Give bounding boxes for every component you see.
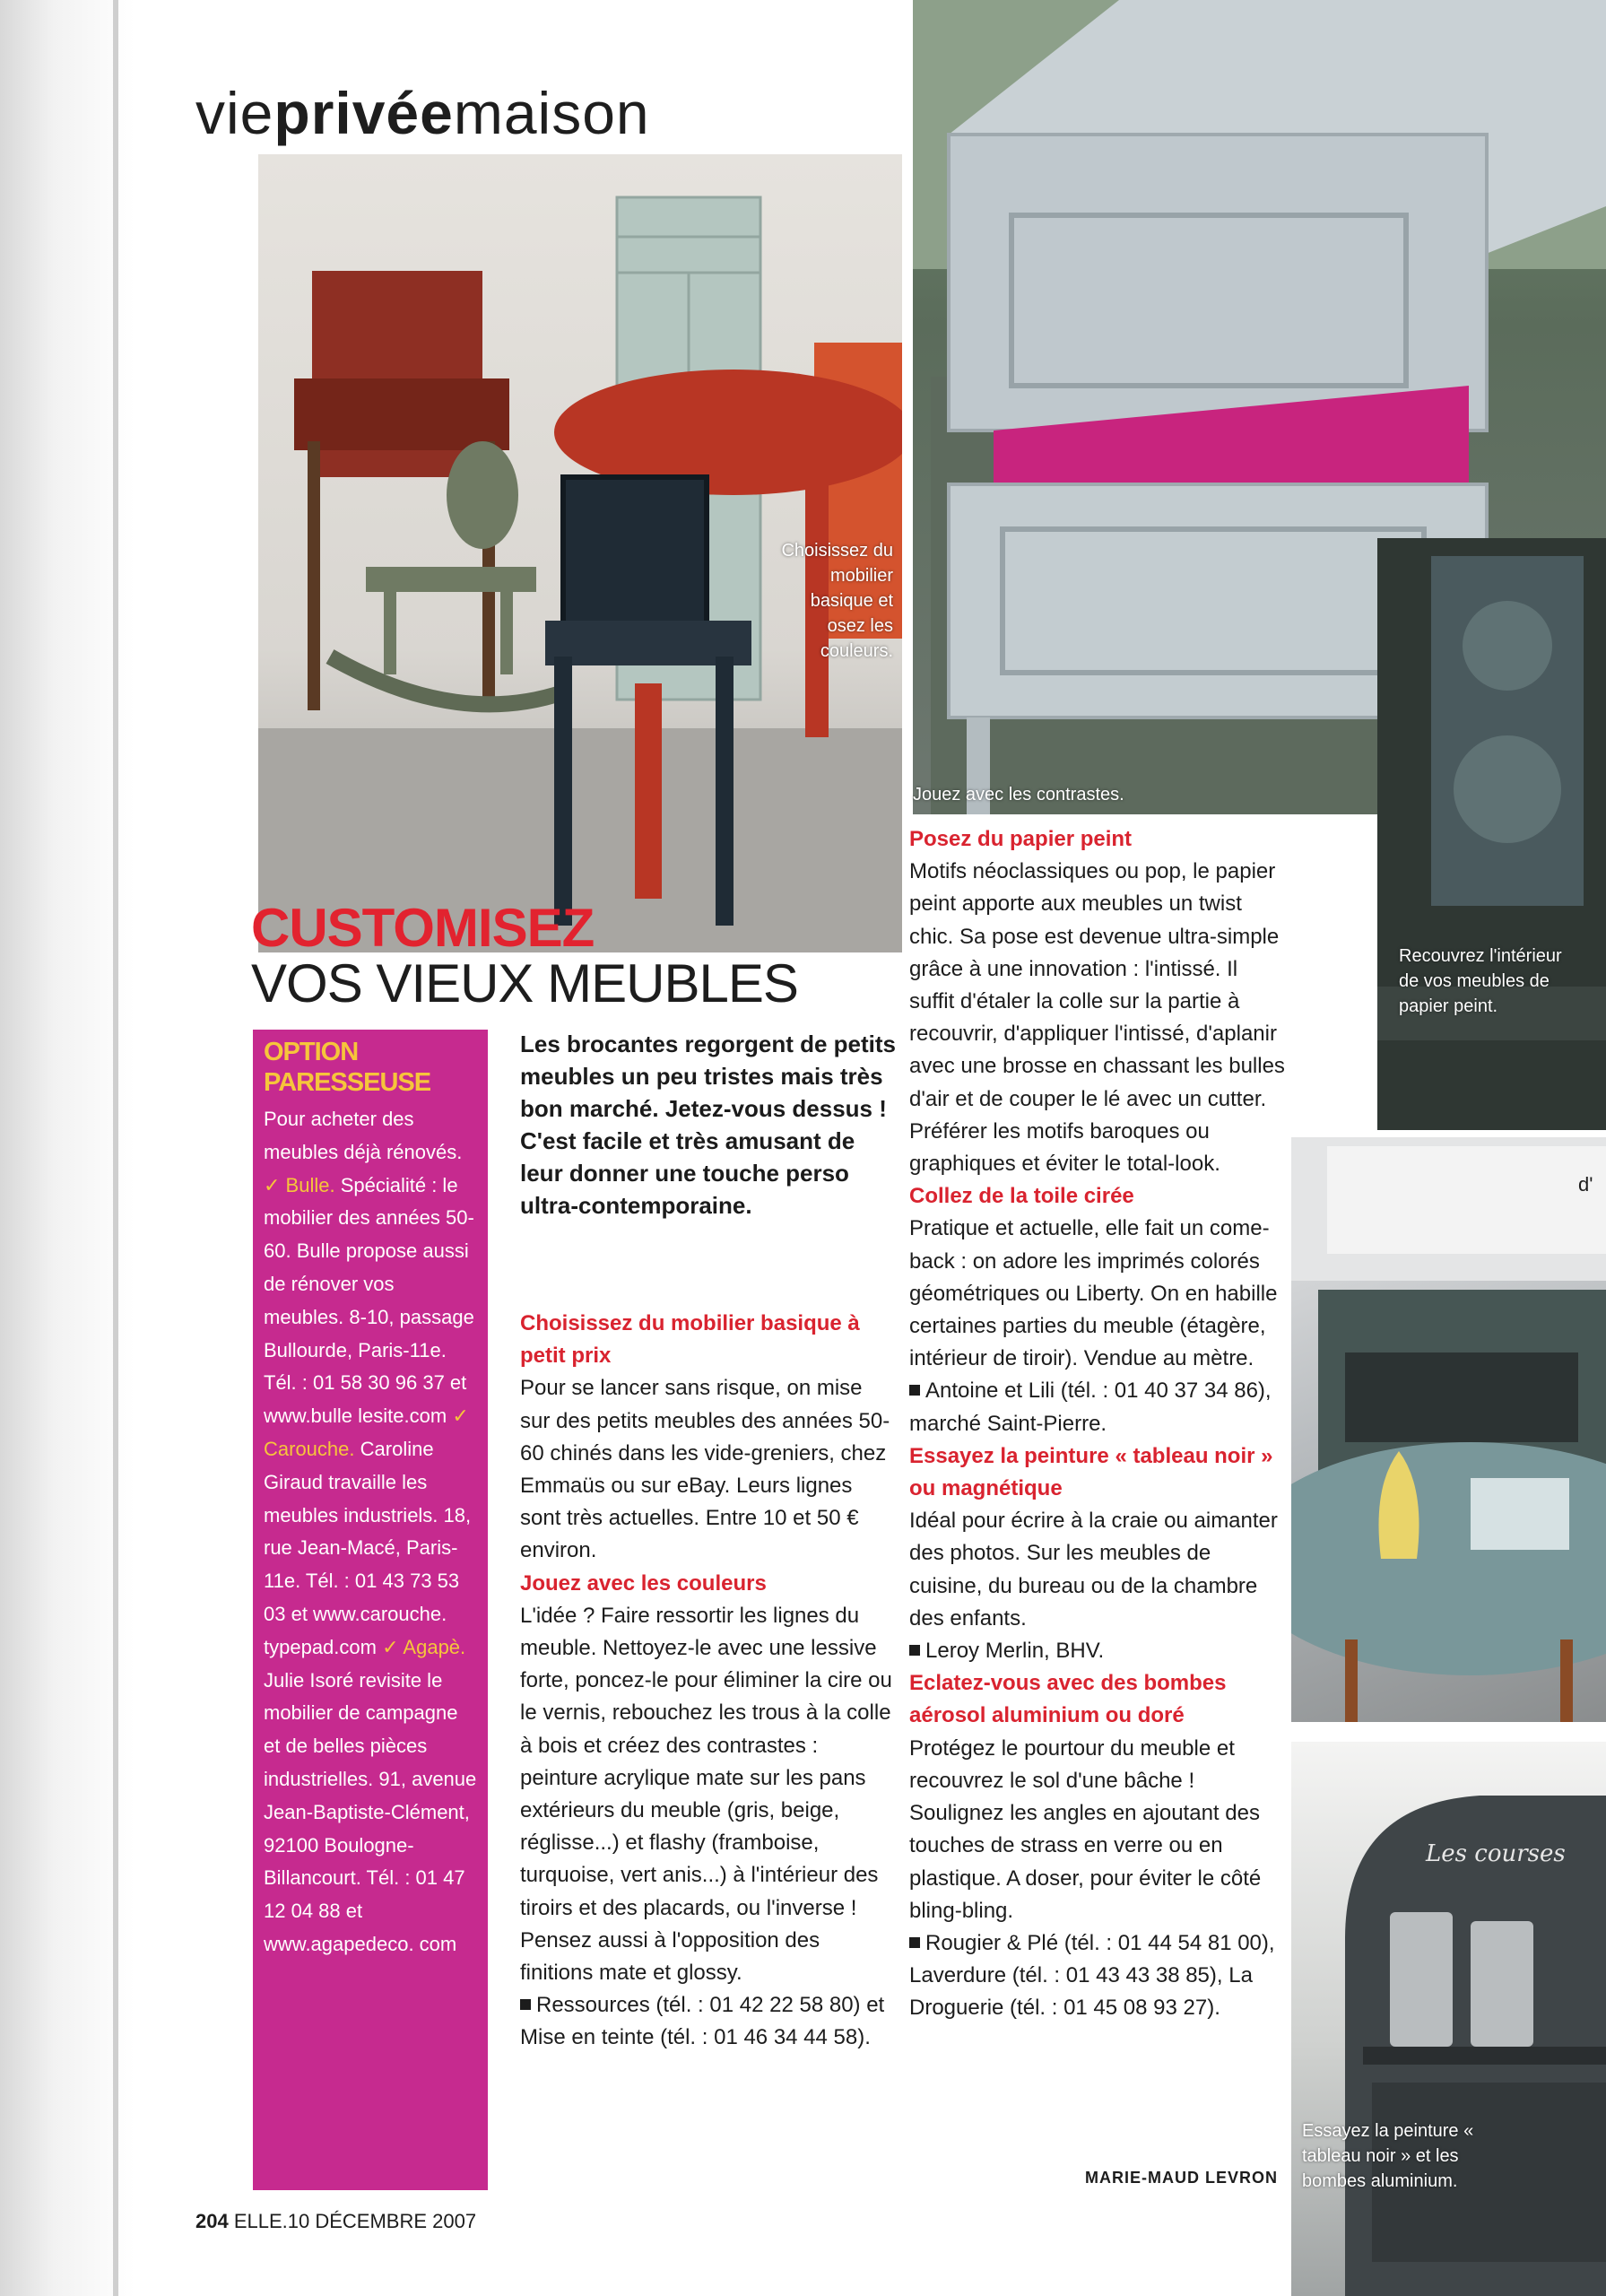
caption-photo-1: Choisissez du mobilier basique et osez les couleurs.	[781, 541, 893, 661]
rubric-title	[195, 79, 650, 147]
article-column-3	[909, 823, 1286, 2025]
photo-partial-text: d'	[1578, 1173, 1593, 1196]
page-number: 204	[195, 2210, 229, 2232]
sidebar-entry-text: Spécialité : le mobilier des années 50-60. Bulle propose aussi de rénover vos meubles. 8-10, passage Bullourde, Paris-11e. Tél. : 01 58 30 96 37 et www.bulle lesite.com	[264, 1173, 474, 1428]
square-bullet-icon	[909, 1937, 920, 1948]
caption-photo-4: Essayez la peinture « tableau noir » et les bombes aluminium.	[1302, 2121, 1474, 2191]
subheading: Posez du papier peint	[909, 827, 1133, 851]
subheading: Collez de la toile cirée	[909, 1184, 1134, 1209]
subheading: Jouez avec les couleurs	[520, 1570, 767, 1596]
square-bullet-icon	[909, 1645, 920, 1656]
headline	[251, 900, 897, 1012]
resource-line	[520, 1989, 897, 2054]
page-fold	[113, 0, 118, 2296]
sidebar-intro: Pour acheter des meubles déjà rénovés.	[264, 1108, 463, 1163]
subheading: Essayez la peinture « tableau noir » ou magnétique	[909, 1443, 1273, 1501]
sidebar-entry-name: ✓ Agapè.	[382, 1635, 466, 1658]
trolley-illustration	[1291, 1742, 1606, 2296]
rubric-prefix: vie	[195, 80, 274, 146]
paragraph: Pratique et actuelle, elle fait un come-back : on adore les imprimés colorés géométriques ou Liberty. On en habille certaines parties du meuble (étagère, intérieur de tiroir). Vendue au mètre.	[909, 1216, 1278, 1371]
square-bullet-icon	[909, 1385, 920, 1396]
headline-line-2: VOS VIEUX MEUBLES	[251, 953, 798, 1013]
page-folio	[195, 2210, 476, 2233]
paragraph: L'idée ? Faire ressortir les lignes du meuble. Nettoyez-le avec une lessive forte, poncez-le pour éliminer la cire ou le vernis, rebouchez les trous à la colle à bois et créez des contrastes : peinture acrylique mate sur les pans extérieurs du meuble (gris, beige, réglisse...) et flashy (framboise, turquoise, vert anis...) à l'intérieur des tiroirs et des placards, ou l'inverse ! Pensez aussi à l'opposition des finitions mate et glossy.	[520, 1603, 892, 1986]
sidebar-body	[264, 1103, 479, 1961]
caption-photo-2: Jouez avec les contrastes.	[913, 785, 1124, 804]
paragraph: Motifs néoclassiques ou pop, le papier peint apporte aux meubles un twist chic. Sa pose est devenue ultra-simple grâce à une innovation : l'intissé. Il suffit d'étaler la colle sur la partie à recouvrir, d'appliquer l'intissé, d'aplanir avec une brosse en chassant les bulles d'air et de couper le lé avec un cutter. Préférer les motifs baroques ou graphiques et éviter le total-look.	[909, 859, 1285, 1177]
resource-line	[909, 1927, 1286, 2025]
table-illustration	[1291, 1137, 1606, 1722]
cabinet-illustration	[1377, 538, 1606, 1130]
caption-photo-3: Recouvrez l'intérieur de vos meubles de papier peint.	[1399, 946, 1562, 1016]
sidebar-entry-name: ✓ Bulle.	[264, 1173, 335, 1196]
rubric-suffix: maison	[453, 80, 650, 146]
sidebar-entry-text: Caroline Giraud travaille les meubles industriels. 18, rue Jean-Macé, Paris-11e. Tél. : 01 43 73 53 03 et www.carouche. typepad.com	[264, 1437, 472, 1658]
resource-text: Rougier & Plé (tél. : 01 44 54 81 00), Laverdure (tél. : 01 43 43 38 85), La Droguerie (tél. : 01 45 08 93 27).	[909, 1930, 1275, 2021]
paragraph: Pour se lancer sans risque, on mise sur des petits meubles des années 50-60 chinés dans les vide-greniers, chez Emmaüs ou sur eBay. Leurs lignes sont très actuelles. Entre 10 et 50 € environ.	[520, 1376, 890, 1563]
issue-info: ELLE.10 DÉCEMBRE 2007	[233, 2210, 477, 2232]
photo-chalkboard-trolley	[1291, 1742, 1606, 2296]
article-lead: Les brocantes regorgent de petits meubles un peu tristes mais très bon marché. Jetez-vous dessus ! C'est facile et très amusant de leur donner une touche perso ultra-contemporaine.	[520, 1031, 896, 1219]
square-bullet-icon	[520, 1999, 531, 2010]
sidebar-entry-name: ✓ Carouche.	[264, 1405, 469, 1460]
photo-wallpaper-cabinet	[1377, 538, 1606, 1130]
sidebar-option-paresseuse	[253, 1030, 488, 2190]
sidebar-entry-text: Julie Isoré revisite le mobilier de campagne et de belles pièces industrielles. 91, avenue Jean-Baptiste-Clément, 92100 Boulogne-Billancourt. Tél. : 01 47 12 04 88 et www.agapedeco. com	[264, 1668, 477, 1955]
sidebar-title: OPTION PARESSEUSE	[264, 1038, 431, 1097]
photo-oilcloth-table	[1291, 1137, 1606, 1722]
paragraph: Idéal pour écrire à la craie ou aimanter des photos. Sur les meubles de cuisine, du bureau ou de la chambre des enfants.	[909, 1509, 1278, 1631]
paragraph: Protégez le pourtour du meuble et recouvrez le sol d'une bâche ! Soulignez les angles en ajoutant des touches de strass en verre ou en plastique. A doser, pour éviter le côté bling-bling.	[909, 1735, 1262, 1923]
subheading: Eclatez-vous avec des bombes aérosol aluminium ou doré	[909, 1671, 1227, 1728]
headline-line-1: CUSTOMISEZ	[251, 898, 595, 958]
resource-text: Antoine et Lili (tél. : 01 40 37 34 86), marché Saint-Pierre.	[909, 1378, 1272, 1436]
resource-text: Ressources (tél. : 01 42 22 58 80) et Mise en teinte (tél. : 01 46 34 44 58).	[520, 1993, 885, 2050]
resource-line	[909, 1635, 1286, 1667]
resource-text: Leroy Merlin, BHV.	[925, 1639, 1105, 1664]
article-column-2	[520, 1308, 897, 2055]
chalk-text: Les courses	[1426, 1840, 1566, 1867]
author-byline: MARIE-MAUD LEVRON	[1085, 2169, 1278, 2187]
resource-line	[909, 1375, 1286, 1439]
subheading: Choisissez du mobilier basique à petit prix	[520, 1311, 860, 1369]
rubric-bold: privée	[273, 80, 454, 146]
